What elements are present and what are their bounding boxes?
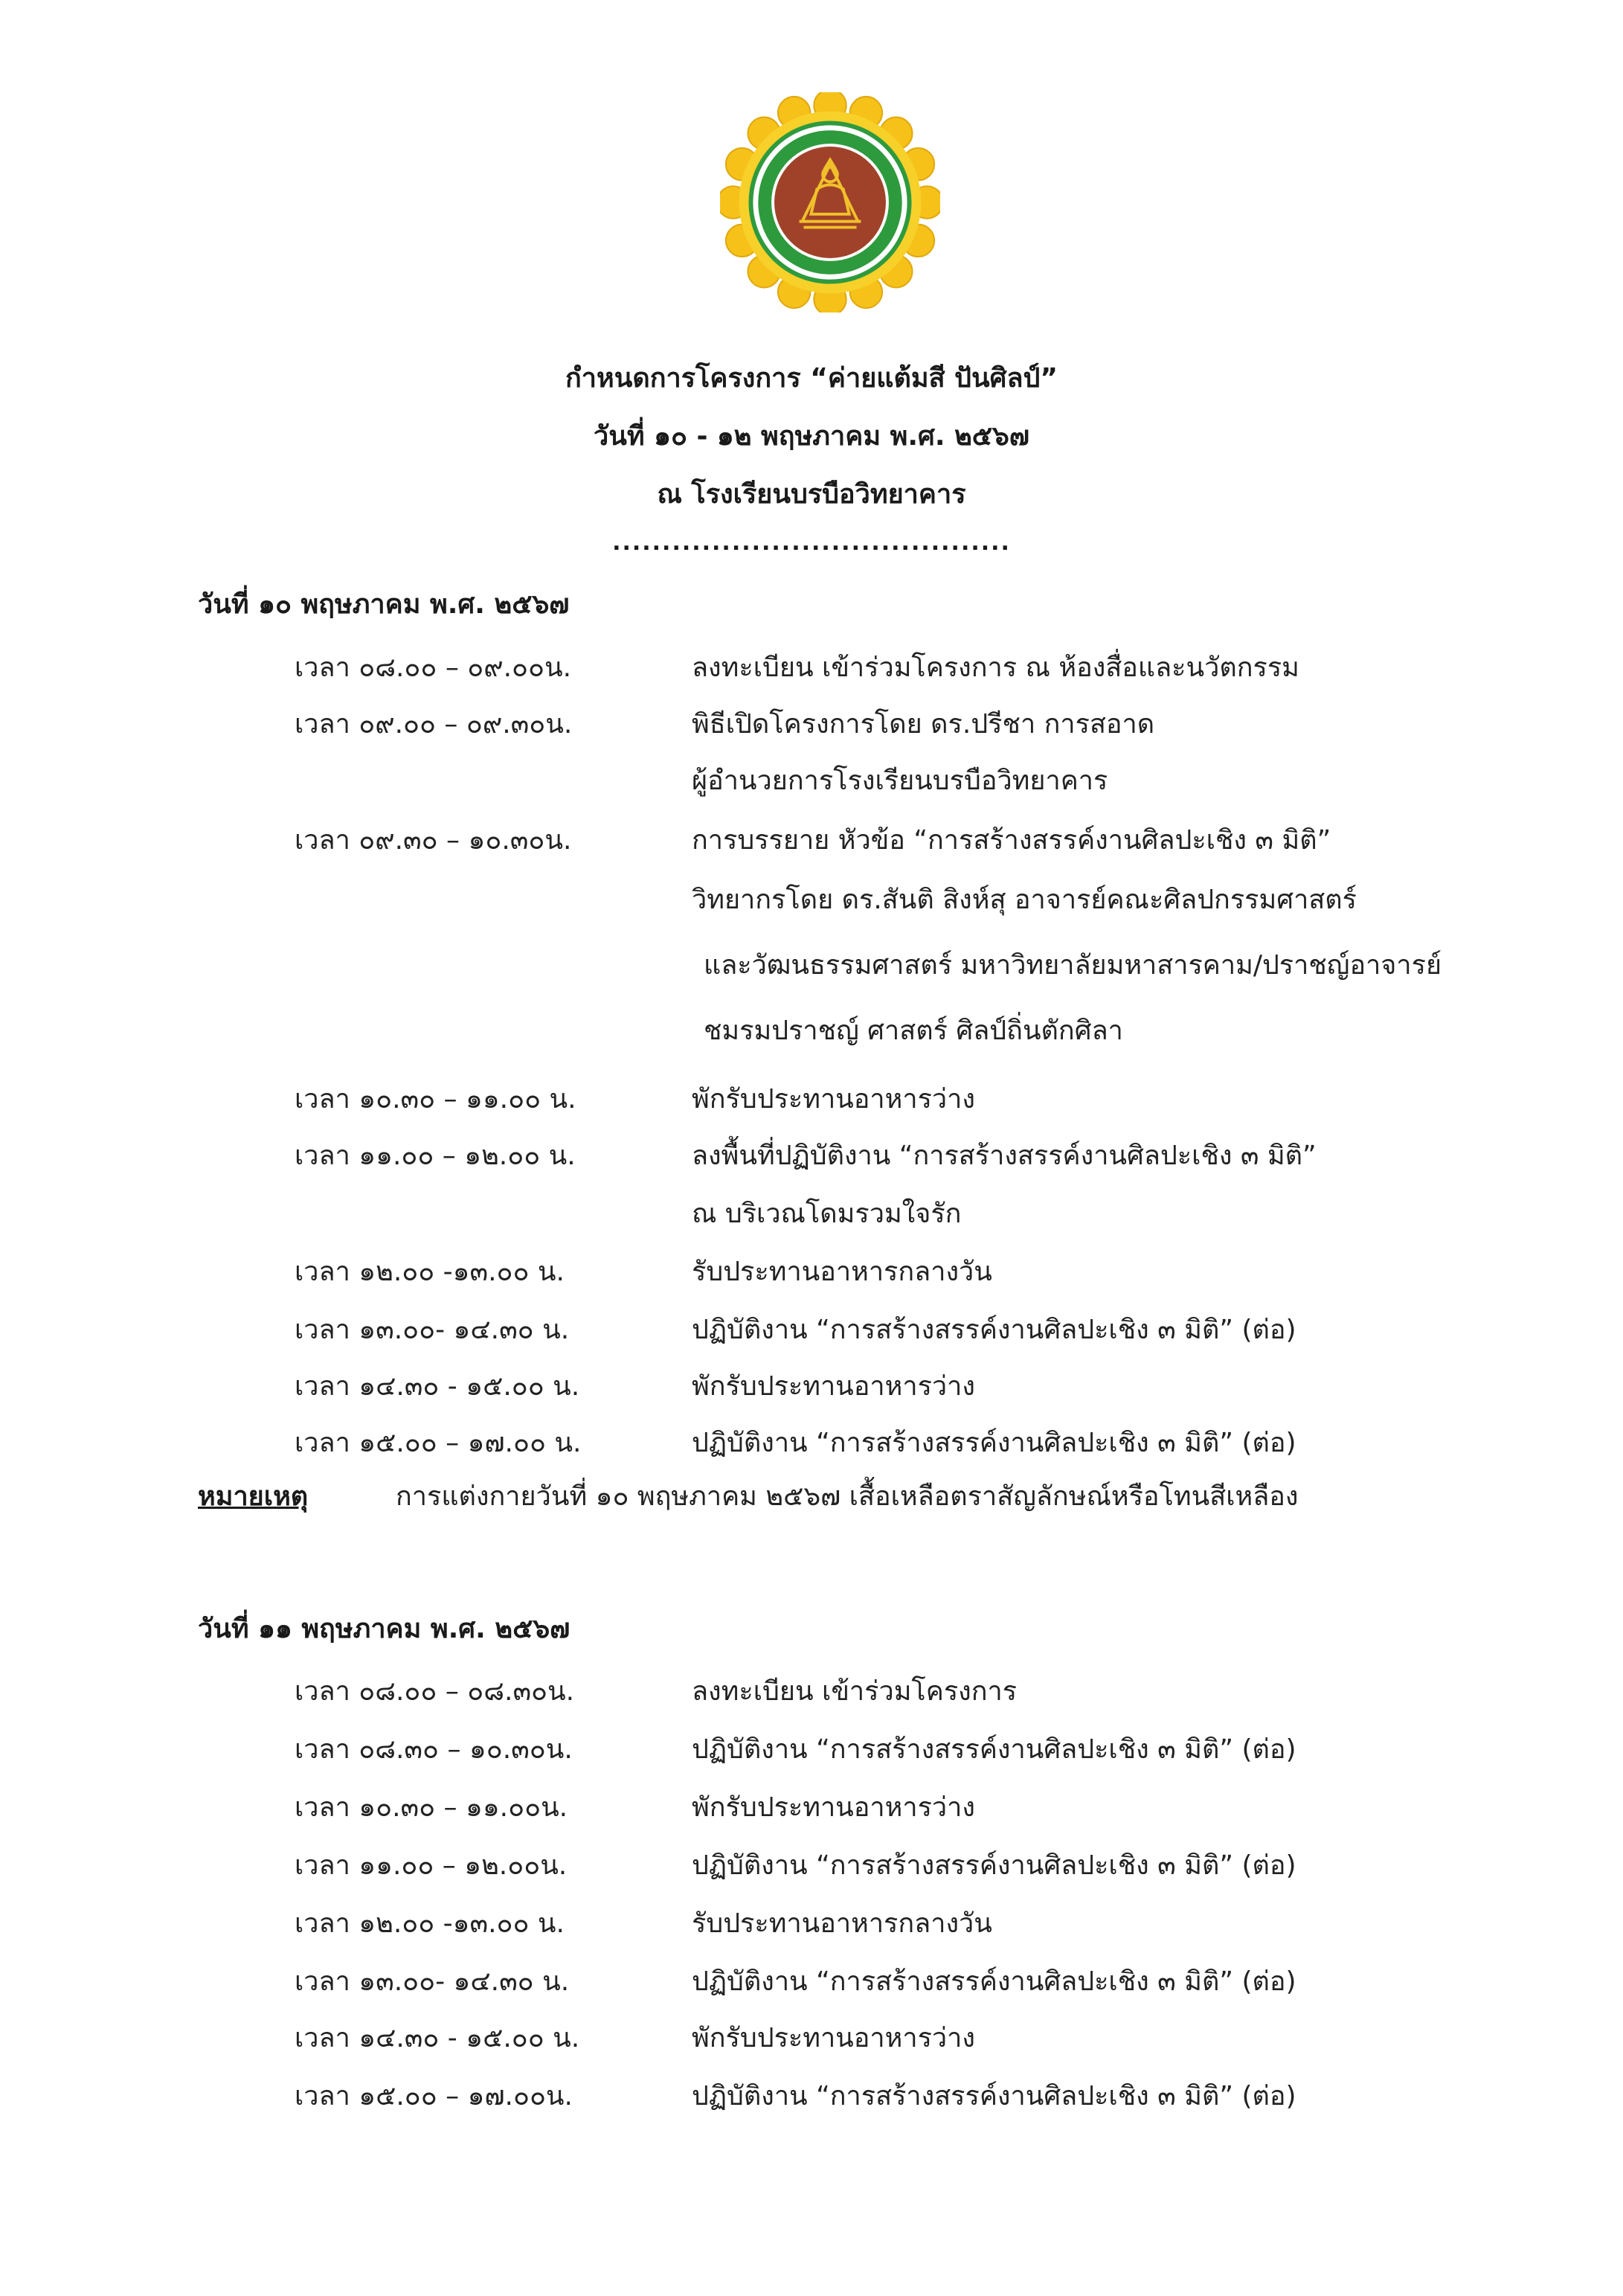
row-activity: วิทยากรโดย ดร.สันติ สิงห์สุ อาจารย์คณะศิลปกรรมศาสตร์	[692, 885, 1357, 915]
schedule-row	[0, 1954, 1623, 2010]
row-activity: ปฏิบัติงาน “การสร้างสรรค์งานศิลปะเชิง ๓ มิติ” (ต่อ)	[692, 1734, 1296, 1765]
schedule-row	[0, 1415, 1623, 1472]
row-time: เวลา ๐๙.๐๐ – ๐๙.๓๐น.	[295, 709, 573, 740]
schedule-row	[0, 1664, 1623, 1720]
row-activity: ปฏิบัติงาน “การสร้างสรรค์งานศิลปะเชิง ๓ มิติ” (ต่อ)	[692, 1428, 1296, 1458]
schedule-row	[0, 696, 1623, 753]
row-activity: รับประทานอาหารกลางวัน	[692, 1257, 992, 1287]
row-activity: การบรรยาย หัวข้อ “การสร้างสรรค์งานศิลปะเชิง ๓ มิติ”	[692, 825, 1331, 856]
document-title: กำหนดการโครงการ “ค่ายแต้มสี ปันศิลป์”	[565, 363, 1058, 394]
schedule-row	[0, 1780, 1623, 1836]
schedule-row	[0, 1838, 1623, 1894]
dress-code-note	[198, 1469, 1611, 1525]
row-time: เวลา ๑๕.๐๐ – ๑๗.๐๐น.	[295, 2081, 573, 2111]
schedule-row	[0, 1128, 1623, 1184]
row-time: เวลา ๑๐.๓๐ – ๑๑.๐๐น.	[295, 1792, 568, 1823]
row-activity: ปฏิบัติงาน “การสร้างสรรค์งานศิลปะเชิง ๓ มิติ” (ต่อ)	[692, 1315, 1296, 1345]
note-label: หมายเหตุ	[198, 1481, 309, 1512]
schedule-row	[0, 937, 1623, 994]
schedule-row	[0, 872, 1623, 929]
row-time: เวลา ๑๔.๓๐ - ๑๕.๐๐ น.	[295, 1371, 580, 1402]
schedule-row	[0, 1244, 1623, 1301]
row-time: เวลา ๐๘.๐๐ – ๐๘.๓๐น.	[295, 1676, 575, 1707]
row-time: เวลา ๑๔.๓๐ - ๑๕.๐๐ น.	[295, 2023, 580, 2053]
row-activity: และวัฒนธรรมศาสตร์ มหาวิทยาลัยมหาสารคาม/ปราชญ์อาจารย์	[704, 950, 1442, 981]
schedule-row	[0, 1186, 1623, 1242]
row-time: เวลา ๑๓.๐๐- ๑๔.๓๐ น.	[295, 1966, 570, 1997]
schedule-row	[0, 1302, 1623, 1359]
schedule-row	[0, 812, 1623, 869]
schedule-row	[0, 2068, 1623, 2125]
schedule-row	[0, 2010, 1623, 2067]
day2-heading: วันที่ ๑๑ พฤษภาคม พ.ศ. ๒๕๖๗	[198, 1614, 571, 1644]
school-emblem-logo	[720, 92, 940, 312]
schedule-row	[0, 1722, 1623, 1778]
schedule-row	[0, 1003, 1623, 1059]
row-activity: ปฏิบัติงาน “การสร้างสรรค์งานศิลปะเชิง ๓ มิติ” (ต่อ)	[692, 1966, 1296, 1997]
row-activity: ลงพื้นที่ปฏิบัติงาน “การสร้างสรรค์งานศิลปะเชิง ๓ มิติ”	[692, 1141, 1317, 1171]
schedule-row	[0, 1359, 1623, 1415]
schedule-row	[0, 1071, 1623, 1128]
row-activity: พักรับประทานอาหารว่าง	[692, 2023, 975, 2053]
row-activity: ณ บริเวณโดมรวมใจรัก	[692, 1199, 962, 1229]
row-activity: ลงทะเบียน เข้าร่วมโครงการ ณ ห้องสื่อและนวัตกรรม	[692, 652, 1299, 683]
row-time: เวลา ๑๕.๐๐ – ๑๗.๐๐ น.	[295, 1428, 582, 1458]
row-activity: ปฏิบัติงาน “การสร้างสรรค์งานศิลปะเชิง ๓ มิติ” (ต่อ)	[692, 1850, 1296, 1881]
separator-dots: ........................................	[612, 530, 1011, 556]
row-activity: พักรับประทานอาหารว่าง	[692, 1792, 975, 1823]
row-activity: ผู้อำนวยการโรงเรียนบรบือวิทยาคาร	[692, 766, 1108, 796]
row-activity: พิธีเปิดโครงการโดย ดร.ปรีชา การสอาด	[692, 709, 1155, 740]
row-time: เวลา ๐๘.๓๐ – ๑๐.๓๐น.	[295, 1734, 573, 1765]
schedule-row	[0, 640, 1623, 696]
row-time: เวลา ๑๒.๐๐ -๑๓.๐๐ น.	[295, 1908, 565, 1939]
row-time: เวลา ๑๓.๐๐- ๑๔.๓๐ น.	[295, 1315, 570, 1345]
row-time: เวลา ๑๑.๐๐ – ๑๒.๐๐น.	[295, 1850, 568, 1881]
row-activity: ปฏิบัติงาน “การสร้างสรรค์งานศิลปะเชิง ๓ มิติ” (ต่อ)	[692, 2081, 1296, 2111]
row-activity: พักรับประทานอาหารว่าง	[692, 1084, 975, 1115]
row-activity: พักรับประทานอาหารว่าง	[692, 1371, 975, 1402]
row-activity: ชมรมปราชญ์ ศาสตร์ ศิลป์ถิ่นตักศิลา	[704, 1016, 1123, 1046]
row-time: เวลา ๐๙.๓๐ – ๑๐.๓๐น.	[295, 825, 572, 856]
row-time: เวลา ๑๑.๐๐ – ๑๒.๐๐ น.	[295, 1141, 576, 1171]
row-time: เวลา ๑๒.๐๐ -๑๓.๐๐ น.	[295, 1257, 565, 1287]
day1-heading: วันที่ ๑๐ พฤษภาคม พ.ศ. ๒๕๖๗	[198, 589, 570, 620]
schedule-row	[0, 753, 1623, 809]
row-activity: ลงทะเบียน เข้าร่วมโครงการ	[692, 1676, 1018, 1707]
document-venue: ณ โรงเรียนบรบือวิทยาคาร	[657, 479, 966, 510]
document-title-block	[0, 350, 1623, 558]
row-time: เวลา ๑๐.๓๐ – ๑๑.๐๐ น.	[295, 1084, 576, 1115]
row-activity: รับประทานอาหารกลางวัน	[692, 1908, 992, 1939]
row-time: เวลา ๐๘.๐๐ – ๐๙.๐๐น.	[295, 652, 572, 683]
schedule-row	[0, 1896, 1623, 1952]
note-text: การแต่งกายวันที่ ๑๐ พฤษภาคม ๒๕๖๗ เสื้อเหลือตราสัญลักษณ์หรือโทนสีเหลือง	[396, 1481, 1299, 1512]
document-date: วันที่ ๑๐ - ๑๒ พฤษภาคม พ.ศ. ๒๕๖๗	[594, 421, 1029, 452]
